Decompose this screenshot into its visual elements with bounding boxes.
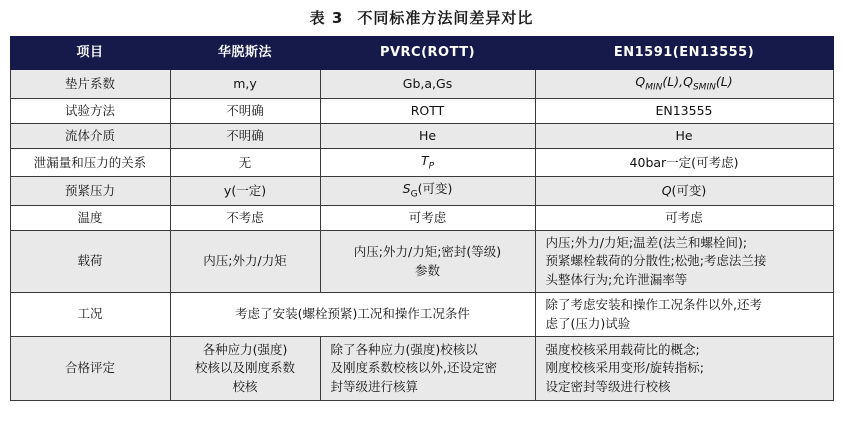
table-row [10,98,833,123]
eval-pvrc-line-2: 及刚度系数校核以外,还设定密 [330,360,497,376]
row-label: 工况 [10,293,170,337]
caption-number: 表 3 [309,9,344,27]
table-row [10,123,833,148]
cell-pvrc: $T_P$ [320,148,535,177]
cell-waters: 无 [170,148,320,177]
load-pvrc-line-1: 内压;外力/力矩;密封(等级) [353,244,502,260]
table-row [10,70,833,99]
condition-en-line-2: 虑了(压力)试验 [545,315,631,331]
column-header-item: 项目 [10,37,170,70]
eval-en-line-1: 强度校核采用载荷比的概念; [545,342,700,358]
row-label: 合格评定 [10,337,170,401]
column-header-en1591: EN1591(EN13555) [535,37,833,70]
row-label: 泄漏量和压力的关系 [10,148,170,177]
cell-en1591 [535,231,833,293]
cell-en1591: Q(可变) [535,177,833,206]
comparison-table [10,36,834,401]
table-row-evaluation [10,337,833,401]
table-row-load [10,231,833,293]
cell-pvrc: 可考虑 [320,205,535,230]
eval-waters-line-3: 校核 [232,378,258,394]
caption-title: 不同标准方法间差异对比 [357,9,534,27]
table-body [10,70,833,401]
table-row [10,148,833,177]
load-en-line-1: 内压;外力/力矩;温差(法兰和螺栓间); [545,235,748,251]
table-row-condition [10,293,833,337]
row-label: 流体介质 [10,123,170,148]
load-en-line-2: 预紧螺栓载荷的分散性;松弛;考虑法兰接 [545,253,767,269]
cell-waters: 内压;外力/力矩 [170,231,320,293]
column-header-waters: 华脱斯法 [170,37,320,70]
eval-pvrc-line-3: 封等级进行核算 [330,378,419,394]
table-header [10,37,833,70]
row-label: 试验方法 [10,98,170,123]
cell-waters: 不考虑 [170,205,320,230]
eval-en-line-3: 设定密封等级进行校核 [545,378,671,394]
cell-waters [170,337,320,401]
cell-en1591 [535,337,833,401]
row-label: 预紧压力 [10,177,170,206]
condition-en-line-1: 除了考虑安装和操作工况条件以外,还考 [545,297,762,313]
gasket-coefficient-formula: $Q_{MIN}(L),Q_{SMIN}(L)$ [635,74,733,93]
cell-waters: 不明确 [170,98,320,123]
load-en-line-3: 头整体行为;允许泄漏率等 [545,271,688,287]
cell-en1591: 40bar一定(可考虑) [535,148,833,177]
eval-waters-line-2: 校核以及刚度系数 [194,360,295,376]
cell-en1591: He [535,123,833,148]
table-header-row [10,37,833,70]
table-caption [0,0,843,36]
load-pvrc-line-2: 参数 [414,262,440,278]
table-row [10,177,833,206]
cell-pvrc [320,337,535,401]
eval-pvrc-line-1: 除了各种应力(强度)校核以 [330,342,478,358]
column-header-pvrc: PVRC(ROTT) [320,37,535,70]
cell-en1591: 可考虑 [535,205,833,230]
cell-waters: y(一定) [170,177,320,206]
cell-en1591 [535,293,833,337]
eval-waters-line-1: 各种应力(强度) [202,342,288,358]
table-row [10,205,833,230]
cell-pvrc: ROTT [320,98,535,123]
cell-pvrc [320,231,535,293]
cell-pvrc: Gb,a,Gs [320,70,535,99]
cell-en1591: EN13555 [535,98,833,123]
row-label: 垫片系数 [10,70,170,99]
row-label: 温度 [10,205,170,230]
cell-waters: 不明确 [170,123,320,148]
cell-waters-pvrc-merged: 考虑了安装(螺栓预紧)工况和操作工况条件 [170,293,535,337]
cell-en1591 [535,70,833,99]
row-label: 载荷 [10,231,170,293]
cell-pvrc: He [320,123,535,148]
eval-en-line-2: 刚度校核采用变形/旋转指标; [545,360,704,376]
cell-waters: m,y [170,70,320,99]
cell-pvrc: $S_G$(可变) [320,177,535,206]
